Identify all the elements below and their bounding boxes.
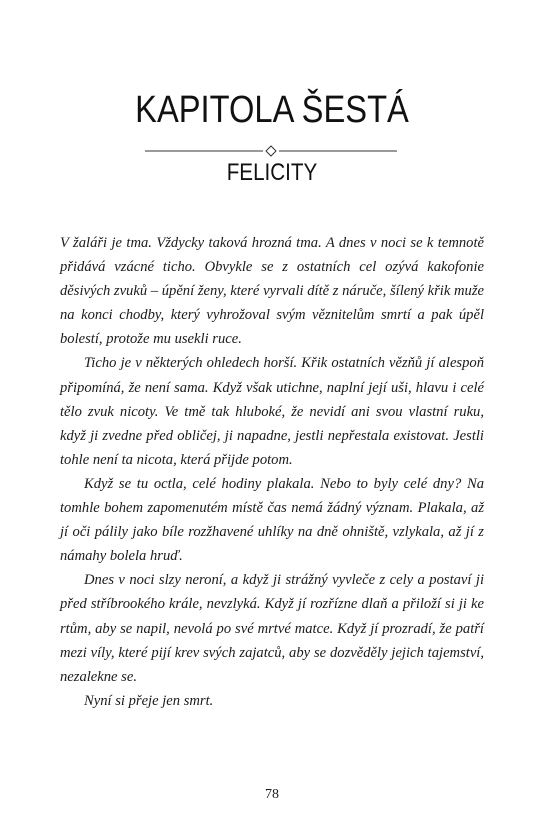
chapter-subtitle: FELICITY	[226, 159, 318, 186]
chapter-title: KAPITOLA ŠESTÁ	[135, 89, 409, 131]
paragraph: Ticho je v některých ohledech horší. Křik ostatních vězňů jí alespoň připomíná, že není sama. Když však utichne, naplní její uši, hlavu i celé tělo zvuk nicoty. Ve tmě tak hluboké, že nevidí ani svou vlastní ruku, když ji zvedne před obličej, ji napadne, jestli nepřestala existovat. Jestli tohle není ta nicota, která přijde potom.	[60, 355, 484, 468]
paragraph: Když se tu octla, celé hodiny plakala. Nebo to byly celé dny? Na tomhle bohem zapomenutém místě čas nemá žádný význam. Plakala, až jí oči pálily jako bíle rozžhavené uhlíky na dně ohniště, vzlykala, až jí z námahy bolela hruď.	[60, 475, 484, 565]
paragraph: Dnes v noci slzy neroní, a když ji strážný vyvleče z cely a postaví ji před stříbrookého krále, nevzlyká. Když jí rozřízne dlaň a přiloží si ji ke rtům, aby se napil, nevolá po své mrtvé matce. Když jí prozradí, že patří mezi víly, které pijí krev svých zajatců, aby se dozvěděly jejich tajemství, nezalekne se.	[60, 572, 484, 685]
page-number: 78	[265, 787, 279, 802]
diamond-rule-ornament-icon	[145, 145, 397, 157]
chapter-body	[60, 231, 484, 713]
paragraph: Nyní si přeje jen smrt.	[84, 692, 214, 709]
paragraph: V žaláři je tma. Vždycky taková hrozná tma. A dnes v noci se k temnotě přidává vzácné ticho. Obvykle se z ostatních cel ozývá kakofonie děsivých zvuků – úpění ženy, které vyrvali dítě z náruče, šílený křik muže na konci chodby, který vyhrožoval svým věznitelům smrtí a pak úpěl bolestí, protože mu usekli ruce.	[60, 235, 484, 348]
